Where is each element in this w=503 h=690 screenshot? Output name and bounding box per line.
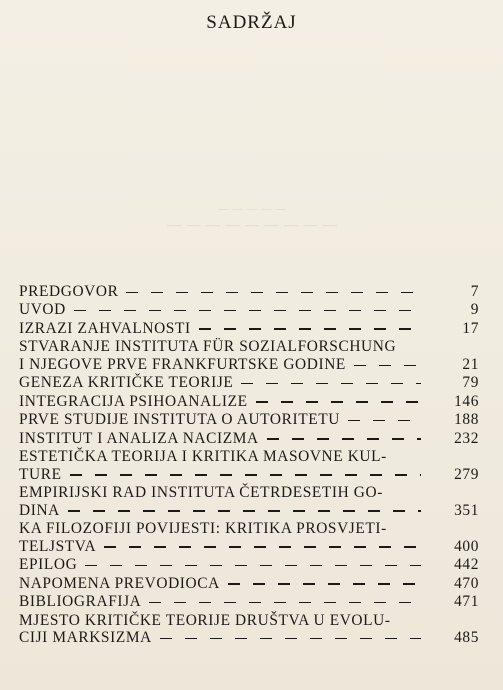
toc-entry-line: [19, 411, 479, 429]
table-of-contents: [19, 283, 479, 647]
toc-entry-title: PREDGOVOR: [19, 283, 119, 300]
leader-dashes: [85, 565, 421, 566]
toc-entry-line: [19, 484, 479, 502]
toc-entry-title: IZRAZI ZAHVALNOSTI: [19, 319, 191, 337]
toc-entry: [19, 374, 479, 392]
toc-entry-line: [19, 538, 479, 556]
page-number: 279: [454, 465, 479, 483]
toc-entry-line: [19, 448, 479, 466]
toc-entry-line: [19, 393, 479, 411]
toc-entry: [19, 411, 479, 429]
toc-entry-line: [19, 320, 479, 338]
page-number: 232: [454, 429, 479, 447]
toc-entry: [19, 448, 479, 483]
page-number: 9: [470, 301, 479, 319]
toc-entry-line: [19, 374, 479, 392]
leader-dashes: [160, 638, 421, 639]
toc-entry-title: STVARANJE INSTITUTA FÜR SOZIALFORSCHUNG: [19, 338, 397, 356]
toc-entry-title: EMPIRIJSKI RAD INSTITUTA ČETRDESETIH GO-: [19, 484, 383, 502]
page-number: 17: [462, 319, 479, 337]
leader-dashes: [348, 420, 421, 421]
leader-dashes: [228, 583, 421, 584]
toc-entry: [19, 575, 479, 593]
toc-entry-title: EPILOG: [19, 556, 78, 574]
leader-dashes: [354, 365, 421, 366]
toc-entry-title: MJESTO KRITIČKE TEORIJE DRUŠTVA U EVOLU-: [19, 611, 391, 629]
page-number: 21: [462, 355, 479, 373]
toc-entry-title: I NJEGOVE PRVE FRANKFURTSKE GODINE: [19, 355, 346, 373]
toc-entry-title: INSTITUT I ANALIZA NACIZMA: [19, 429, 259, 447]
toc-entry-title: PRVE STUDIJE INSTITUTA O AUTORITETU: [19, 411, 340, 429]
toc-entry: [19, 556, 479, 574]
toc-entry-line: [19, 502, 479, 520]
toc-entry: [19, 393, 479, 411]
toc-entry: [19, 301, 479, 319]
leader-dashes: [70, 474, 421, 475]
page-number: 400: [454, 537, 479, 555]
page-number: 7: [470, 283, 479, 300]
toc-entry-title: NAPOMENA PREVODIOCA: [19, 574, 220, 592]
page-number: 146: [454, 392, 479, 410]
toc-entry: [19, 320, 479, 338]
leader-dashes: [74, 310, 421, 311]
page-number: 485: [454, 629, 479, 647]
toc-entry-title: TELJSTVA: [19, 537, 97, 555]
leader-dashes: [149, 602, 421, 603]
toc-entry-line: [19, 430, 479, 448]
toc-entry: [19, 430, 479, 448]
toc-entry-title: CIJI MARKSIZMA: [19, 629, 152, 647]
toc-entry-title: ESTETIČKA TEORIJA I KRITIKA MASOVNE KUL-: [19, 448, 387, 466]
toc-entry: [19, 520, 479, 555]
bleed-through-shadow: — — — — —: [217, 204, 286, 215]
toc-entry: [19, 484, 479, 519]
toc-entry-line: [19, 338, 479, 356]
page-number: 471: [454, 593, 479, 611]
leader-dashes: [256, 401, 421, 402]
toc-entry-line: [19, 356, 479, 374]
toc-entry-line: [19, 301, 479, 319]
toc-entry-title: INTEGRACIJA PSIHOANALIZE: [19, 392, 248, 410]
toc-entry: [19, 612, 479, 647]
toc-entry-line: [19, 466, 479, 484]
page-title: SADRŽAJ: [206, 12, 297, 33]
toc-entry-line: [19, 283, 479, 301]
page-number: 470: [454, 574, 479, 592]
toc-entry-line: [19, 556, 479, 574]
leader-dashes: [126, 292, 421, 293]
page-number: 79: [462, 374, 479, 392]
toc-entry: [19, 283, 479, 301]
bleed-through-shadow: — — — — — — — — —: [166, 218, 337, 233]
leader-dashes: [267, 438, 421, 439]
page-number: 351: [454, 501, 479, 519]
leader-dashes: [241, 383, 421, 384]
toc-entry: [19, 593, 479, 611]
toc-entry: [19, 338, 479, 373]
toc-entry-title: GENEZA KRITIČKE TEORIJE: [19, 374, 234, 392]
toc-entry-title: DINA: [19, 501, 60, 519]
toc-entry-title: KA FILOZOFIJI POVIJESTI: KRITIKA PROSVJETI-: [19, 520, 387, 538]
toc-entry-line: [19, 593, 479, 611]
toc-entry-line: [19, 520, 479, 538]
toc-entry-title: TURE: [19, 465, 62, 483]
toc-entry-line: [19, 629, 479, 647]
toc-entry-line: [19, 612, 479, 630]
toc-entry-line: [19, 575, 479, 593]
page-number: 188: [454, 411, 479, 429]
leader-dashes: [199, 328, 421, 329]
leader-dashes: [68, 510, 421, 511]
page-number: 442: [454, 556, 479, 574]
leader-dashes: [104, 546, 421, 547]
toc-entry-title: UVOD: [19, 301, 66, 319]
toc-entry-title: BIBLIOGRAFIJA: [19, 593, 142, 611]
